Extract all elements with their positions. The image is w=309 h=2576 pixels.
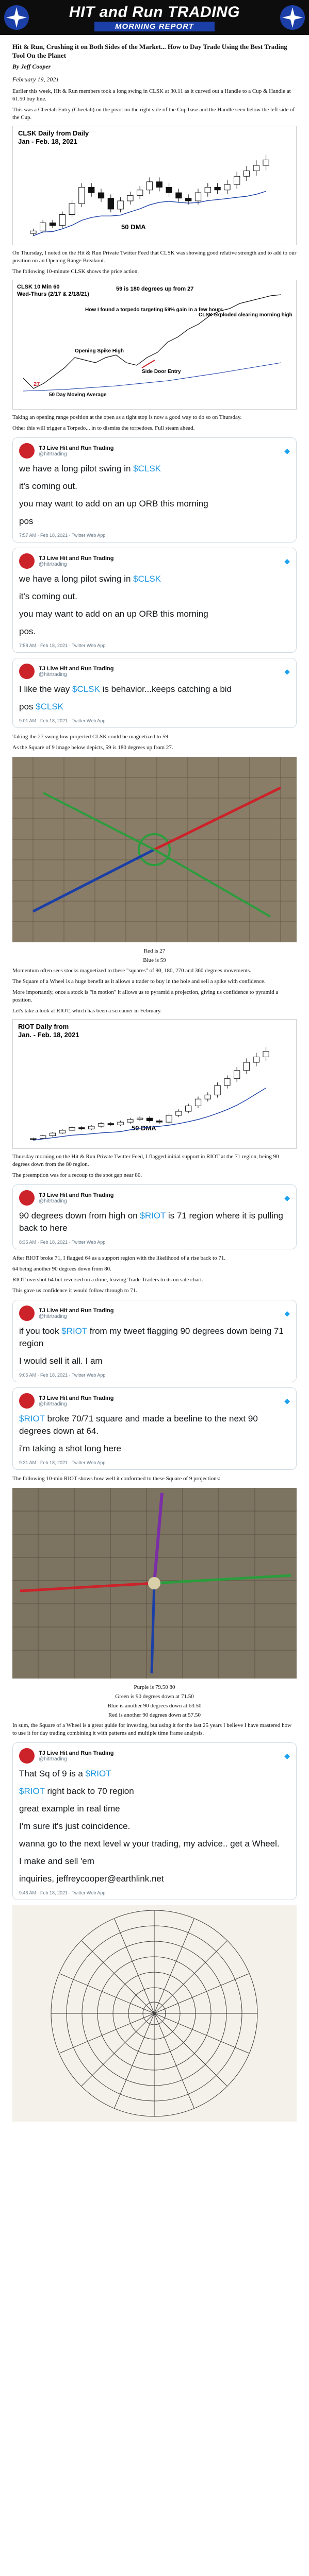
tweet-author: TJ Live Hit and Run Trading [39, 665, 114, 672]
tweet-meta: 8:35 AM · Feb 18, 2021 · Twitter Web App [19, 1240, 106, 1245]
candle-body [186, 1106, 191, 1111]
candle-body [137, 1118, 143, 1120]
candle-body [40, 1136, 46, 1139]
chart-title: CLSK Daily from Daily [18, 129, 89, 137]
tweet-line: I would sell it all. I am [19, 1356, 103, 1366]
tweet-header [19, 1306, 290, 1321]
candle-body [137, 190, 143, 196]
candle-body [186, 198, 191, 201]
tweet-header [19, 553, 290, 569]
banner-subtitle: MORNING REPORT [94, 22, 215, 31]
twitter-bird-icon: ◆ [284, 667, 290, 675]
tweet-text [19, 1768, 290, 1885]
tweet-text [19, 1413, 290, 1455]
candle-body [234, 1071, 240, 1079]
paragraph: Let's take a look at RIOT, which has been a screamer in February. [12, 1008, 162, 1014]
tweet-line: great example in real time [19, 1804, 120, 1814]
tweet-line: we have a long pilot swing in [19, 464, 134, 473]
ma-line [33, 1088, 266, 1141]
candle-body [263, 160, 269, 165]
candle-body [118, 1122, 123, 1125]
tweet-author: TJ Live Hit and Run Trading [39, 555, 114, 562]
tweet-header [19, 1393, 290, 1409]
candle-body [98, 193, 104, 198]
tweet-line: it's coming out. [19, 481, 77, 491]
article-body [0, 42, 309, 2122]
tweet-handle: @hitrtrading [39, 1756, 67, 1762]
candle-body [224, 184, 230, 190]
candle-body [176, 193, 182, 198]
tweet-card[interactable] [12, 658, 297, 728]
ticker-link[interactable]: $CLSK [72, 684, 100, 694]
tweet-line: i'm taking a shot long here [19, 1444, 121, 1453]
tweet-handle: @hitrtrading [39, 1401, 67, 1407]
candle-body [69, 1128, 75, 1130]
avatar [19, 443, 35, 459]
tweet-line: pos [19, 702, 36, 711]
ma-label: 50 DMA [121, 223, 146, 231]
paragraph: Taking the 27 swing low projected CLSK could be magnetized to 59. [12, 734, 170, 740]
candle-body [147, 182, 152, 190]
ticker-link[interactable]: $RIOT [19, 1786, 45, 1796]
candle-body [205, 187, 210, 193]
tweet-card[interactable] [12, 1184, 297, 1249]
logo-left-icon [3, 4, 30, 31]
candle-body [166, 1115, 172, 1122]
clsk-daily-chart [12, 126, 297, 245]
ma-label: 50 DMA [132, 1124, 156, 1132]
candle-body [234, 176, 240, 184]
photo-caption: Purple is 79.50 80 [134, 1684, 175, 1690]
ticker-link[interactable]: $RIOT [19, 1414, 45, 1423]
paragraph: The following 10-minute CLSK shows the price action. [12, 268, 139, 275]
paragraph: On Thursday, I noted on the Hit & Run Private Twitter Feed that CLSK was showing good relative strength and to add to our position on an Opening Range Breakout. [12, 250, 297, 264]
candle-body [166, 187, 172, 193]
ticker-link[interactable]: $RIOT [85, 1769, 111, 1778]
paragraph: 64 being another 90 degrees down from 80. [12, 1266, 111, 1272]
chart-note: Side Door Entry [142, 369, 181, 375]
ticker-link[interactable]: $RIOT [61, 1326, 87, 1336]
tweet-handle: @hitrtrading [39, 451, 67, 457]
candle-body [263, 1052, 269, 1057]
tweet-card[interactable] [12, 437, 297, 543]
tweet-meta: 7:57 AM · Feb 18, 2021 · Twitter Web App [19, 533, 106, 538]
paragraph: The following 10-min RIOT shows how well it conformed to these Square of 9 projections: [12, 1476, 221, 1482]
paragraph: More importantly, once a stock is "in motion" it allows us to pyramid a projection, giving us confidence to pyramid a position. [12, 989, 279, 1003]
paragraph: Momentum often sees stocks magnetized to these "squares" of 90, 180, 270 and 360 degrees movements. [12, 968, 251, 974]
ma-label: 50 Day Moving Average [49, 392, 107, 398]
tweet-card[interactable] [12, 1300, 297, 1382]
tweet-line: I'm sure it's just coincidence. [19, 1821, 131, 1831]
paragraph: The preemption was for a recoup to the spot gap near 80. [12, 1172, 142, 1178]
candle-body [195, 193, 201, 201]
tweet-line: you may want to add on an up ORB this morning [19, 609, 208, 619]
avatar [19, 1190, 35, 1206]
clsk-10min-svg [13, 280, 296, 409]
paragraph: Other this will trigger a Torpedo... in to dismiss the torpedoes. Full steam ahead. [12, 425, 195, 431]
candle-body [243, 171, 249, 177]
candle-body [108, 1124, 113, 1125]
candle-body [89, 1126, 94, 1129]
logo-right-icon [279, 4, 306, 31]
ticker-link[interactable]: $CLSK [133, 574, 161, 584]
tweet-line: right back to 70 region [44, 1786, 134, 1796]
square-of-nine-chart-diagram [12, 1905, 297, 2122]
photo-caption: Red is another 90 degrees down at 57.50 [108, 1712, 201, 1718]
chart-subtitle: Wed-Thurs (2/17 & 2/18/21) [17, 291, 89, 297]
photo-caption: Blue is another 90 degrees down at 63.50 [107, 1703, 202, 1709]
tweet-card[interactable] [12, 1742, 297, 1900]
tweet-line: That Sq of 9 is a [19, 1769, 86, 1778]
article-headline: Hit & Run, Crushing it on Both Sides of the Market... How to Day Trade Using the Best Trading Tool On the Planet [12, 43, 287, 59]
tweet-line: from my tweet flagging 90 degrees down being 71 region [19, 1326, 284, 1348]
photo-caption: Blue is 59 [143, 957, 166, 963]
tweet-header [19, 664, 290, 679]
article-date: February 19, 2021 [12, 76, 59, 83]
tweet-handle: @hitrtrading [39, 561, 67, 567]
tweet-author: TJ Live Hit and Run Trading [39, 1192, 114, 1198]
tweet-line: wanna go to the next level w your trading, my advice.. get a Wheel. [19, 1839, 280, 1849]
tweet-meta: 7:58 AM · Feb 18, 2021 · Twitter Web App [19, 643, 106, 648]
tweet-author: TJ Live Hit and Run Trading [39, 1307, 114, 1314]
candle-body [98, 1124, 104, 1126]
chart-title: RIOT Daily from [18, 1023, 69, 1030]
tweet-text [19, 573, 290, 638]
photo-caption: Red is 27 [143, 948, 166, 954]
candle-body [215, 187, 220, 190]
ticker-link[interactable]: $RIOT [140, 1211, 166, 1221]
clsk-daily-svg [13, 126, 296, 245]
square-of-nine-wheel-photo-2 [12, 1488, 297, 1679]
tweet-text [19, 463, 290, 528]
banner-title: HIT and Run TRADING [69, 3, 240, 21]
tweet-line: pos [19, 516, 34, 526]
tweet-line: I make and sell 'em [19, 1856, 94, 1866]
candle-body [215, 1086, 220, 1095]
tweet-line: it's coming out. [19, 591, 77, 601]
tweet-handle: @hitrtrading [39, 1198, 67, 1204]
paragraph: Thursday morning on the Hit & Run Private Twitter Feed, I flagged initial support in RIOT at the 71 region, being 90 degrees down from the 80 region. [12, 1154, 279, 1167]
paragraph: As the Square of 9 image below depicts, 59 is 180 degrees up from 27. [12, 744, 173, 751]
chart-note: CLSK exploded clearing morning high [199, 312, 292, 318]
paragraph: In sum, the Square of a Wheel is a great guide for investing, but using it for the last 25 years I believe I have mastered how to use it for day trading combining it with patterns and multiple time frame analysis. [12, 1722, 292, 1736]
tweet-handle: @hitrtrading [39, 671, 67, 677]
tweet-card[interactable] [12, 1387, 297, 1470]
candle-body [89, 187, 94, 193]
twitter-bird-icon: ◆ [284, 1751, 290, 1760]
avatar [19, 664, 35, 679]
candle-body [108, 198, 113, 209]
candle-body [127, 195, 133, 201]
chart-note: 27 [34, 381, 40, 387]
twitter-bird-icon: ◆ [284, 446, 290, 455]
chart-note: How I found a torpedo targeting 59% gain in a few hours [85, 307, 223, 313]
tweet-line: is 71 region where it is pulling back to here [19, 1211, 283, 1233]
paragraph: Taking an opening range position at the open as a tight stop is now a good way to do so on Thursday. [12, 414, 242, 420]
chart-title: CLSK 10 Min 60 [17, 284, 60, 290]
candle-body [224, 1079, 230, 1086]
avatar [19, 553, 35, 569]
paragraph: The Square of a Wheel is a huge benefit as it allows a trader to buy in the hole and sell a spike with confidence. [12, 978, 266, 985]
tweet-meta: 9:05 AM · Feb 18, 2021 · Twitter Web App [19, 1372, 106, 1378]
candle-body [59, 1130, 65, 1133]
riot-daily-svg [13, 1020, 296, 1148]
candle-body [127, 1120, 133, 1122]
candle-body [176, 1111, 182, 1115]
tweet-author: TJ Live Hit and Run Trading [39, 1395, 114, 1401]
candle-body [147, 1118, 152, 1121]
candles-group [30, 155, 269, 235]
paragraph: Earlier this week, Hit & Run members took a long swing in CLSK at 30.11 as it curved out a Handle to a Cup & Handle at 61.50 buy line. [12, 88, 291, 102]
tweet-meta: 9:31 AM · Feb 18, 2021 · Twitter Web App [19, 1460, 106, 1465]
tweet-line: we have a long pilot swing in [19, 574, 134, 584]
chart-subtitle: Jan. - Feb. 18, 2021 [18, 1031, 79, 1039]
tweet-header [19, 1190, 290, 1206]
report-banner [0, 0, 309, 35]
tweet-handle: @hitrtrading [39, 1313, 67, 1319]
paragraph: After RIOT broke 71, I flagged 64 as a support region with the likelihood of a rise back to 71. [12, 1255, 226, 1261]
tweet-meta: 9:46 AM · Feb 18, 2021 · Twitter Web App [19, 1890, 106, 1895]
tweet-line: inquiries, jeffreycooper@earthlink.net [19, 1874, 164, 1884]
avatar [19, 1393, 35, 1409]
photo-caption: Green is 90 degrees down at 71.50 [115, 1693, 194, 1700]
candle-body [118, 201, 123, 209]
candle-body [205, 1095, 210, 1099]
tweet-header [19, 443, 290, 459]
chart-subtitle: Jan - Feb. 18, 2021 [18, 138, 77, 145]
tweet-card[interactable] [12, 548, 297, 653]
tweet-line: I like the way [19, 684, 72, 694]
ma-line [23, 363, 281, 391]
tweet-author: TJ Live Hit and Run Trading [39, 445, 114, 451]
chart-note: Opening Spike High [75, 348, 124, 354]
candle-body [253, 1057, 259, 1062]
arrow-icon [142, 360, 155, 368]
candle-body [30, 1139, 36, 1140]
twitter-bird-icon: ◆ [284, 1309, 290, 1317]
clsk-10min-chart [12, 280, 297, 410]
tweet-author: TJ Live Hit and Run Trading [39, 1750, 114, 1756]
square-of-nine-wheel-photo-1 [12, 757, 297, 942]
paragraph: This gave us confidence it would follow through to 71. [12, 1287, 137, 1294]
candle-body [50, 223, 55, 225]
tweet-meta: 9:01 AM · Feb 18, 2021 · Twitter Web App [19, 718, 106, 723]
candle-body [79, 187, 85, 204]
tweet-text [19, 1210, 290, 1234]
avatar [19, 1748, 35, 1764]
tweet-header [19, 1748, 290, 1764]
tweet-text [19, 683, 290, 713]
ticker-link[interactable]: $CLSK [133, 464, 161, 473]
candle-body [59, 214, 65, 225]
twitter-bird-icon: ◆ [284, 1193, 290, 1202]
candle-body [243, 1062, 249, 1071]
candle-body [69, 204, 75, 214]
tweet-line: you may want to add on an up ORB this morning [19, 499, 208, 509]
twitter-bird-icon: ◆ [284, 1396, 290, 1405]
chart-note: 59 is 180 degrees up from 27 [116, 286, 194, 292]
candle-body [50, 1133, 55, 1136]
candle-body [30, 231, 36, 233]
tweet-line: if you took [19, 1326, 62, 1336]
article-author: By Jeff Cooper [12, 63, 51, 70]
avatar [19, 1306, 35, 1321]
candle-body [79, 1128, 85, 1129]
candle-body [195, 1099, 201, 1106]
riot-daily-chart [12, 1019, 297, 1149]
paragraph: This was a Cheetah Entry (Cheetah) on the pivot on the right side of the Cup base and the Handle seen below the left side of the Cup. [12, 107, 295, 121]
tweet-line: is behavior...keeps catching a bid [100, 684, 232, 694]
candle-body [156, 182, 162, 188]
ticker-link[interactable]: $CLSK [36, 702, 64, 711]
ma-line [33, 191, 266, 235]
paragraph: RIOT overshot 64 but reversed on a dime, leaving Trade Traders to its on sale chart. [12, 1277, 203, 1283]
twitter-bird-icon: ◆ [284, 556, 290, 565]
tweet-line: 90 degrees down from high on [19, 1211, 140, 1221]
tweet-line: broke 70/71 square and made a beeline to the next 90 degrees down at 64. [19, 1414, 258, 1436]
tweet-line: pos. [19, 626, 36, 636]
candle-body [40, 223, 46, 231]
tweet-text [19, 1325, 290, 1367]
candle-body [156, 1121, 162, 1122]
candle-body [253, 165, 259, 171]
